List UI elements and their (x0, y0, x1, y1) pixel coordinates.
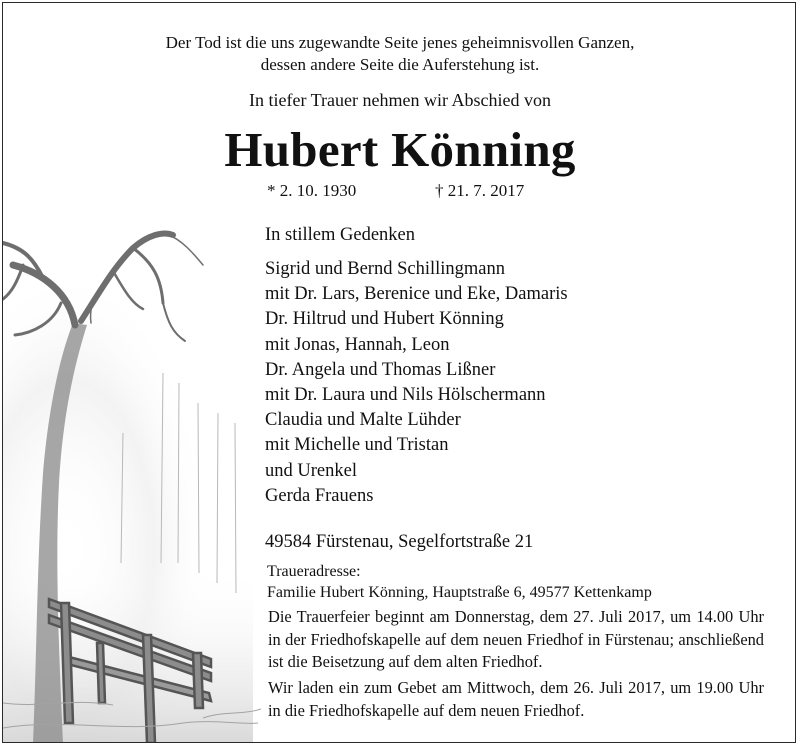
motto-line-2: dessen andere Seite die Auferstehung ist. (260, 55, 540, 74)
deceased-name: Hubert Könning (224, 122, 576, 177)
motto-line-1: Der Tod ist die uns zugewandte Seite jenes geheimnisvollen Ganzen, (165, 33, 635, 52)
mourner-line: Dr. Hiltrud und Hubert Könning (265, 309, 504, 330)
mourning-address-label: Traueradresse: (267, 563, 361, 580)
mourner-line: mit Michelle und Tristan (265, 435, 449, 456)
mourner-line: Gerda Frauens (265, 485, 374, 506)
mourner-line: und Urenkel (265, 460, 357, 481)
mourner-line: Sigrid und Bernd Schillingmann (265, 259, 505, 279)
location: 49584 Fürstenau, Segelfortstraße 21 (265, 532, 534, 552)
obituary-notice (2, 2, 796, 743)
memorial-heading: In stillem Gedenken (265, 225, 416, 245)
mourning-address: Familie Hubert Könning, Hauptstraße 6, 49577 Kettenkamp (267, 584, 652, 601)
death-date: † 21. 7. 2017 (435, 181, 525, 200)
intro-text: In tiefer Trauer nehmen wir Abschied von (249, 90, 551, 110)
mourners-list (265, 257, 568, 509)
prayer-invitation-text: Wir laden ein zum Gebet am Mittwoch, dem 26. Juli 2017, um 19.00 Uhr in die Friedhofskapelle auf dem neuen Friedhof. (268, 678, 764, 720)
birth-date: * 2. 10. 1930 (267, 181, 357, 200)
mourner-line: Dr. Angela und Thomas Lißner (265, 359, 496, 380)
mourner-line: mit Dr. Lars, Berenice und Eke, Damaris (265, 284, 568, 305)
funeral-service-text: Die Trauerfeier beginnt am Donnerstag, dem 27. Juli 2017, um 14.00 Uhr in der Friedhofskapelle auf dem neuen Friedhof in Fürstenau; anschließend ist die Beisetzung auf dem alten Friedhof. (268, 607, 764, 671)
mourner-line: mit Dr. Laura und Nils Hölschermann (265, 384, 546, 405)
mourner-line: mit Jonas, Hannah, Leon (265, 334, 450, 355)
mourner-line: Claudia und Malte Lühder (265, 410, 461, 431)
